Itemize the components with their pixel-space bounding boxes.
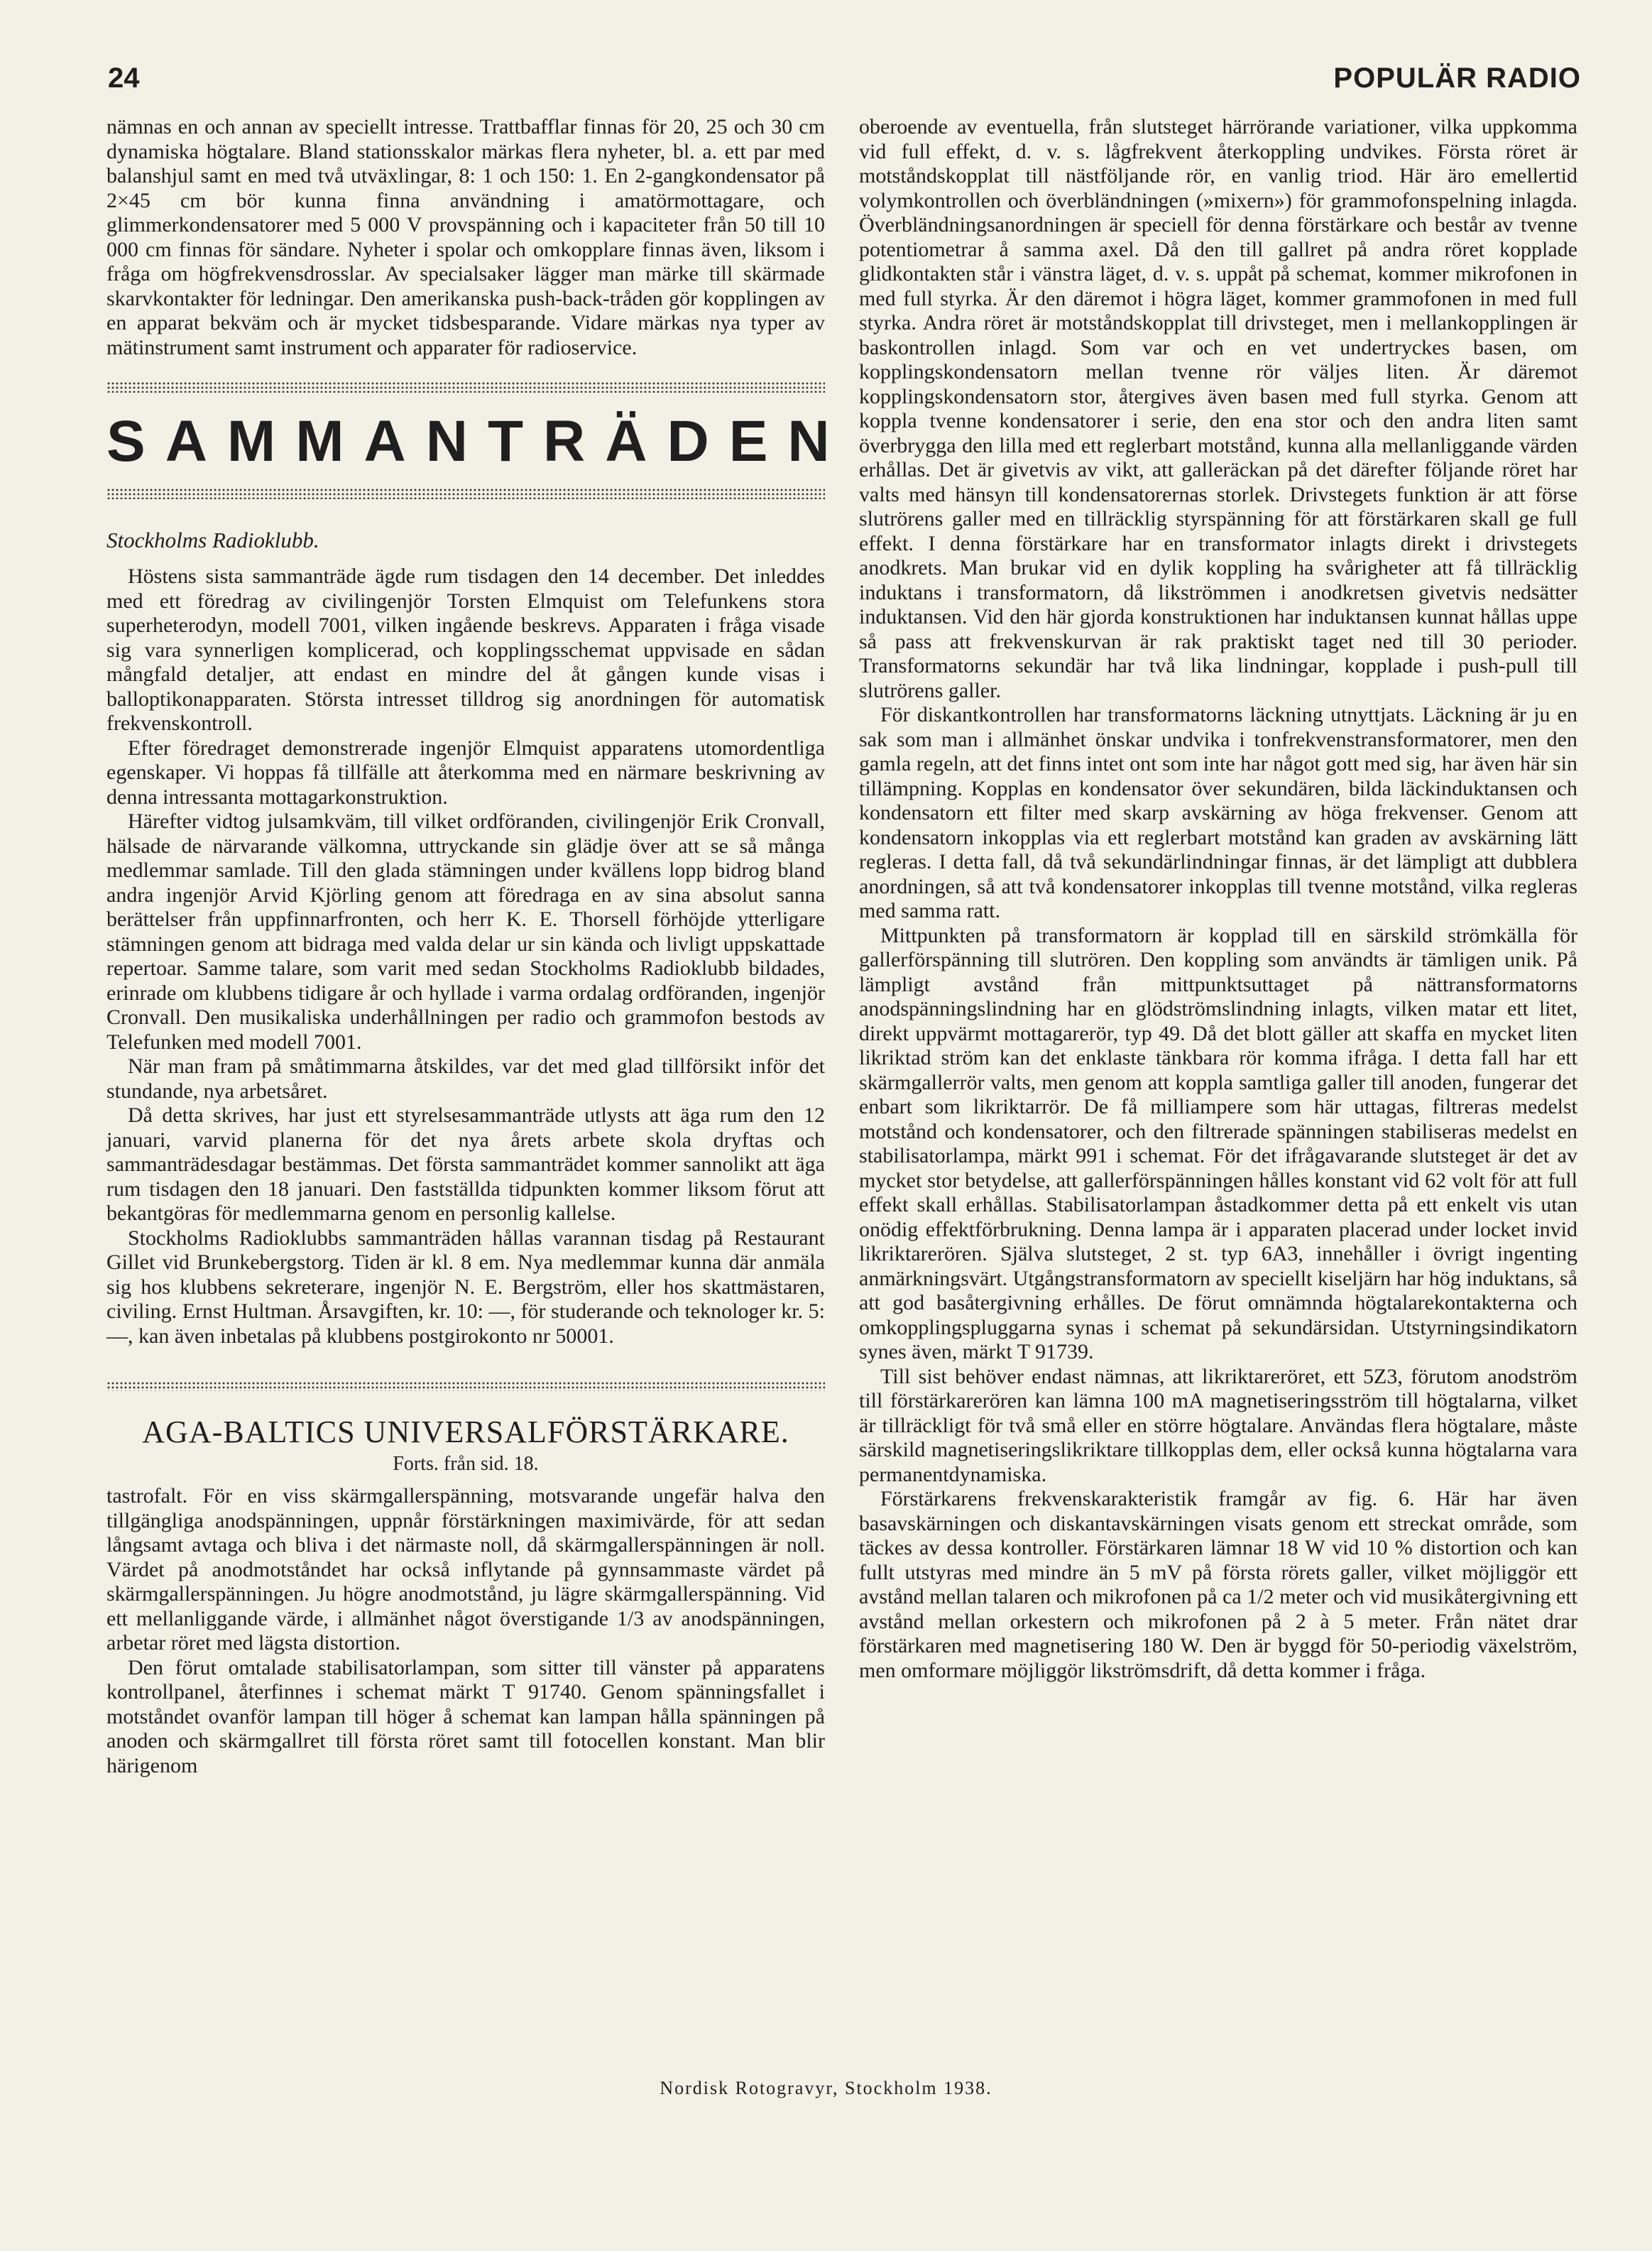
- article-continuation-note: Forts. från sid. 18.: [393, 1453, 539, 1475]
- page-number: 24: [108, 62, 140, 94]
- paragraph: Förstärkarens frekvenskarakteristik framgår av fig. 6. Här har även basavskärningen och diskantavskärningen visats genom ett streckat område, som täckes av dessa kontroller. Förstärkaren lämnar 18 W vid 10 % distortion och kan fullt utstyras med mindre än 5 mV på första rörets galler, vilket möjliggör ett avstånd mellan talaren och mikrofonen på ca 1/2 meter och vid musikåtergivning ett avstånd mellan orkestern och mikrofonen på 2 à 5 meter. Från nätet drar förstärkaren med magnetisering 180 W. Den är byggd för 50-periodig växelström, men omformare möjliggör likströmsdrift, då detta kommer i fråga.: [859, 1487, 1577, 1682]
- paragraph: Till sist behöver endast nämnas, att likriktareröret, ett 5Z3, förutom anodström till förstärkarerören kan lämna 100 mA magnetiseringsström till högtalarna, vilket är tillräckligt för två små eller en större högtalare. Användas flera högtalare, måste särskild magnetiseringslikriktare tillkopplas dem, eller också kunna högtalarna vara permanentdynamiska.: [859, 1364, 1577, 1486]
- dotted-divider: [106, 1381, 825, 1391]
- right-column: [859, 115, 1577, 1683]
- printer-credit: Nordisk Rotogravyr, Stockholm 1938.: [660, 2078, 992, 2098]
- paragraph: Då detta skrives, har just ett styrelsesammanträde utlysts att äga rum den 12 januari, varvid planerna för det nya årets arbete skola dryftas och sammanträdesdagar bestämmas. Det första sammanträdet kommer sannolikt att äga rum tisdagen den 18 januari. Den fastställda tidpunkten kommer liksom förut att bekantgöras för medlemmarna genom en personlig kallelse.: [106, 1103, 825, 1225]
- paragraph: Härefter vidtog julsamkväm, till vilket ordföranden, civilingenjör Erik Cronvall, hälsade de närvarande välkomna, uttryckande sin glädje över att se så många medlemmar samlade. Till den glada stämningen under kvällens lopp bidrog bland andra ingenjör Arvid Kjörling genom att föredraga en av sina absolut sanna berättelser från uppfinnarfronten, och herr K. E. Thorsell förhöjde ytterligare stämningen genom att bidraga med valda delar ur sin kända och livligt uppskattade repertoar. Samme talare, som varit med sedan Stockholms Radioklubb bildades, erinrade om klubbens tidigare år och hyllade i varma ordalag ordföranden, ingenjör Cronvall. Den musikaliska underhållningen per radio och grammofon bestods av Telefunken med modell 7001.: [106, 810, 825, 1054]
- paragraph: Höstens sista sammanträde ägde rum tisdagen den 14 december. Det inleddes med ett föredrag av civilingenjör Torsten Elmquist om Telefunkens stora superheterodyn, modell 7001, vilken ingående beskrevs. Apparaten i fråga visade sig vara synnerligen komplicerad, och kopplingsschemat uppvisade en sådan mångfald detaljer, att endast en mindre del åt gången kunde visas i balloptikonapparaten. Största intresset tilldrog sig anordningen för automatisk frekvenskontroll.: [106, 565, 825, 735]
- paragraph: Stockholms Radioklubbs sammanträden hållas varannan tisdag på Restaurant Gillet vid Brunkebergstorg. Tiden är kl. 8 em. Nya medlemmar kunna där anmäla sig hos klubbens sekreterare, ingenjör N. E. Bergström, eller hos skattmästaren, civiling. Ernst Hultman. Årsavgiften, kr. 10: —, för studerande och teknologer kr. 5: —, kan även inbetalas på klubbens postgirokonto nr 50001.: [106, 1226, 825, 1348]
- paragraph: Mittpunkten på transformatorn är kopplad till en särskild strömkälla för gallerförspänning till slutrören. Den koppling som användts är tämligen unik. På lämpligt avstånd från mittpunktsuttaget på nättransformatorns anodspänningslindning har en glödströmslindning inlagts, vilken matar ett litet, direkt uppvärmt mottagarerör, typ 49. Då det blott gäller att skaffa en mycket liten likriktad ström kan det enklaste tänkbara rör komma ifråga. I detta fall har ett skärmgallerrör valts, men genom att koppla samtliga galler till anoden, fungerar det enbart som likriktarrör. De få milliampere som här uttagas, filtreras medelst motstånd och kondensatorer, och den filtrerade spänningen stabiliseras medelst en stabilisatorlampa, märkt 991 i schemat. För det ifrågavarande slutsteget är det av mycket stor betydelse, att gallerförspänningen hålles konstant vid 62 volt för att full effekt skall erhållas. Stabilisatorlampan åstadkommer detta på ett enkelt vis utan onödig effektförbrukning. Denna lampa är i apparaten placerad under locket invid likriktarerören. Själva slutsteget, 2 st. typ 6A3, innehåller i övrigt ingenting anmärkningsvärt. Utgångstransformatorn av speciellt kiseljärn har hög induktans, så att god basåtergivning erhålles. De förut omnämnda högtalarekontakterna och omkopplingspluggarna synas i schemat på sekundärsidan. Utstyrningsindikatorn synes även, märkt T 91739.: [859, 923, 1577, 1363]
- paragraph: oberoende av eventuella, från slutsteget härrörande variationer, vilka uppkomma vid full effekt, d. v. s. lågfrekvent återkoppling undvikes. Första röret är motståndskopplat till nästföljande rör, en vanlig triod. Här äro emellertid volymkontrollen och överbländningen (»mixern») för grammofonspelning inlagda. Överbländningsanordningen är speciell för denna förstärkare och består av tvenne potentiometrar å samma axel. Då den till gallret på andra röret kopplade glidkontakten står i vänstra läget, d. v. s. uppåt på schemat, kommer mikrofonen in med full styrka. Är den däremot i högra läget, kommer grammofonen in med full styrka. Andra röret är motståndskopplat till drivsteget, men i mellankopplingen är baskontrollen inlagd. Som var och en vet undertryckes basen, om kopplingskondensatorn mellan tvenne rör väljes liten. Är däremot kopplingskondensatorn stor, återgives även basen med full styrka. Genom att koppla tvenne kondensatorer i serie, den ena stor och den andra liten samt överbrygga den lilla med ett reglerbart motstånd, kunna alla mellanliggande värden erhållas. Det är givetvis av vikt, att galleräckan på det därefter följande röret har valts med hänsyn till kondensatorernas storlek. Drivstegets funktion är att förse slutrörens galler med en tillräcklig styrspänning för att förstärkaren skall ge full effekt. I denna förstärkare har en transformator inlagts direkt i drivstegets anodkrets. Man brukar vid en dylik koppling ha svårigheter att få tillräcklig induktans i transformatorn, då likströmmen i anodkretsen givetvis nedsätter induktansen. Vid den här gjorda konstruktionen har induktansen kunnat hållas uppe så pass att frekvenskurvan är rak praktiskt taget ned till 30 perioder. Transformatorns sekundär har två lika lindningar, kopplade i push-pull till slutrörens galler.: [859, 115, 1577, 702]
- club-name: Stockholms Radioklubb.: [106, 528, 319, 552]
- dotted-divider: [106, 488, 825, 499]
- paragraph: När man fram på småtimmarna åtskildes, var det med glad tillförsikt inför det stundande, nya arbetsåret.: [106, 1054, 825, 1103]
- paragraph: Den förut omtalade stabilisatorlampan, som sitter till vänster på apparatens kontrollpanel, återfinnes i schemat märkt T 91740. Genom spänningsfallet i motståndet ovanför lampan till höger å schemat kan lampan hålla spänningen på anoden och skärmgallret till första röret samt till fotocellen konstant. Man blir härigenom: [106, 1655, 825, 1777]
- article-title: AGA-BALTICS UNIVERSALFÖRSTÄRKARE.: [142, 1415, 789, 1449]
- dotted-divider: [106, 381, 825, 393]
- magazine-title: POPULÄR RADIO: [1333, 62, 1581, 94]
- page-header: [108, 62, 1581, 99]
- section-heading: SAMMANTRÄDEN: [106, 409, 850, 474]
- paragraph: För diskantkontrollen har transformatorns läckning utnyttjats. Läckning är ju en sak som man i allmänhet önskar undvika i tonfrekvenstransformatorer, men den gamla regeln, att det finns intet ont som inte har något gott med sig, har även här sin tillämpning. Kopplas en kondensator över sekundären, bilda läckinduktansen och kondensatorn ett filter med skarp avskärning av höga frekvenser. Genom att kondensatorn inkopplas via ett reglerbart motstånd kan graden av avskärning lätt regleras. I detta fall, då två sekundärlindningar finnas, är det lämpligt att dubblera anordningen, så att två kondensatorer inkopplas till tvenne motstånd, vilka regleras med samma ratt.: [859, 703, 1577, 922]
- left-column: [106, 115, 850, 1778]
- paragraph: tastrofalt. För en viss skärmgallerspänning, motsvarande ungefär halva den tillgängliga anodspänningen, uppnår förstärkningen maximivärde, för att sedan långsamt avtaga och bliva i det närmaste noll, då skärmgallerspänningen är noll. Värdet på anodmotståndet har också inflytande på gynnsammaste värdet på skärmgallerspänningen. Ju högre anodmotstånd, ju lägre skärmgallerspänning. Vid ett mellanliggande värde, i allmänhet något överstigande 1/3 av anodspänningen, arbetar röret med lägsta distortion.: [106, 1484, 825, 1655]
- paragraph: Efter föredraget demonstrerade ingenjör Elmquist apparatens utomordentliga egenskaper. Vi hoppas få tillfälle att återkomma med en närmare beskrivning av denna intressanta mottagarkonstruktion.: [106, 736, 825, 809]
- intro-paragraph: nämnas en och annan av speciellt intresse. Trattbafflar finnas för 20, 25 och 30 cm dynamiska högtalare. Bland stationsskalor märkas flera nyheter, bl. a. ett par med balanshjul samt en med två utväxlingar, 8: 1 och 150: 1. En 2-gangkondensator på 2×45 cm bör kunna finna användning i amatörmottagare, och glimmerkondensatorer med 5 000 V provspänning och i kapaciteter från 50 till 10 000 cm finnas för sändare. Nyheter i spolar och omkopplare finnas även, liksom i fråga om högfrekvensdrosslar. Av specialsaker lägger man märke till skärmade skarvkontakter för ledningar. Den amerikanska push-back-tråden gör kopplingen av en apparat bekväm och är mycket tidsbesparande. Vidare märkas nya typer av mätinstrument samt instrument och apparater för radioservice.: [106, 115, 825, 359]
